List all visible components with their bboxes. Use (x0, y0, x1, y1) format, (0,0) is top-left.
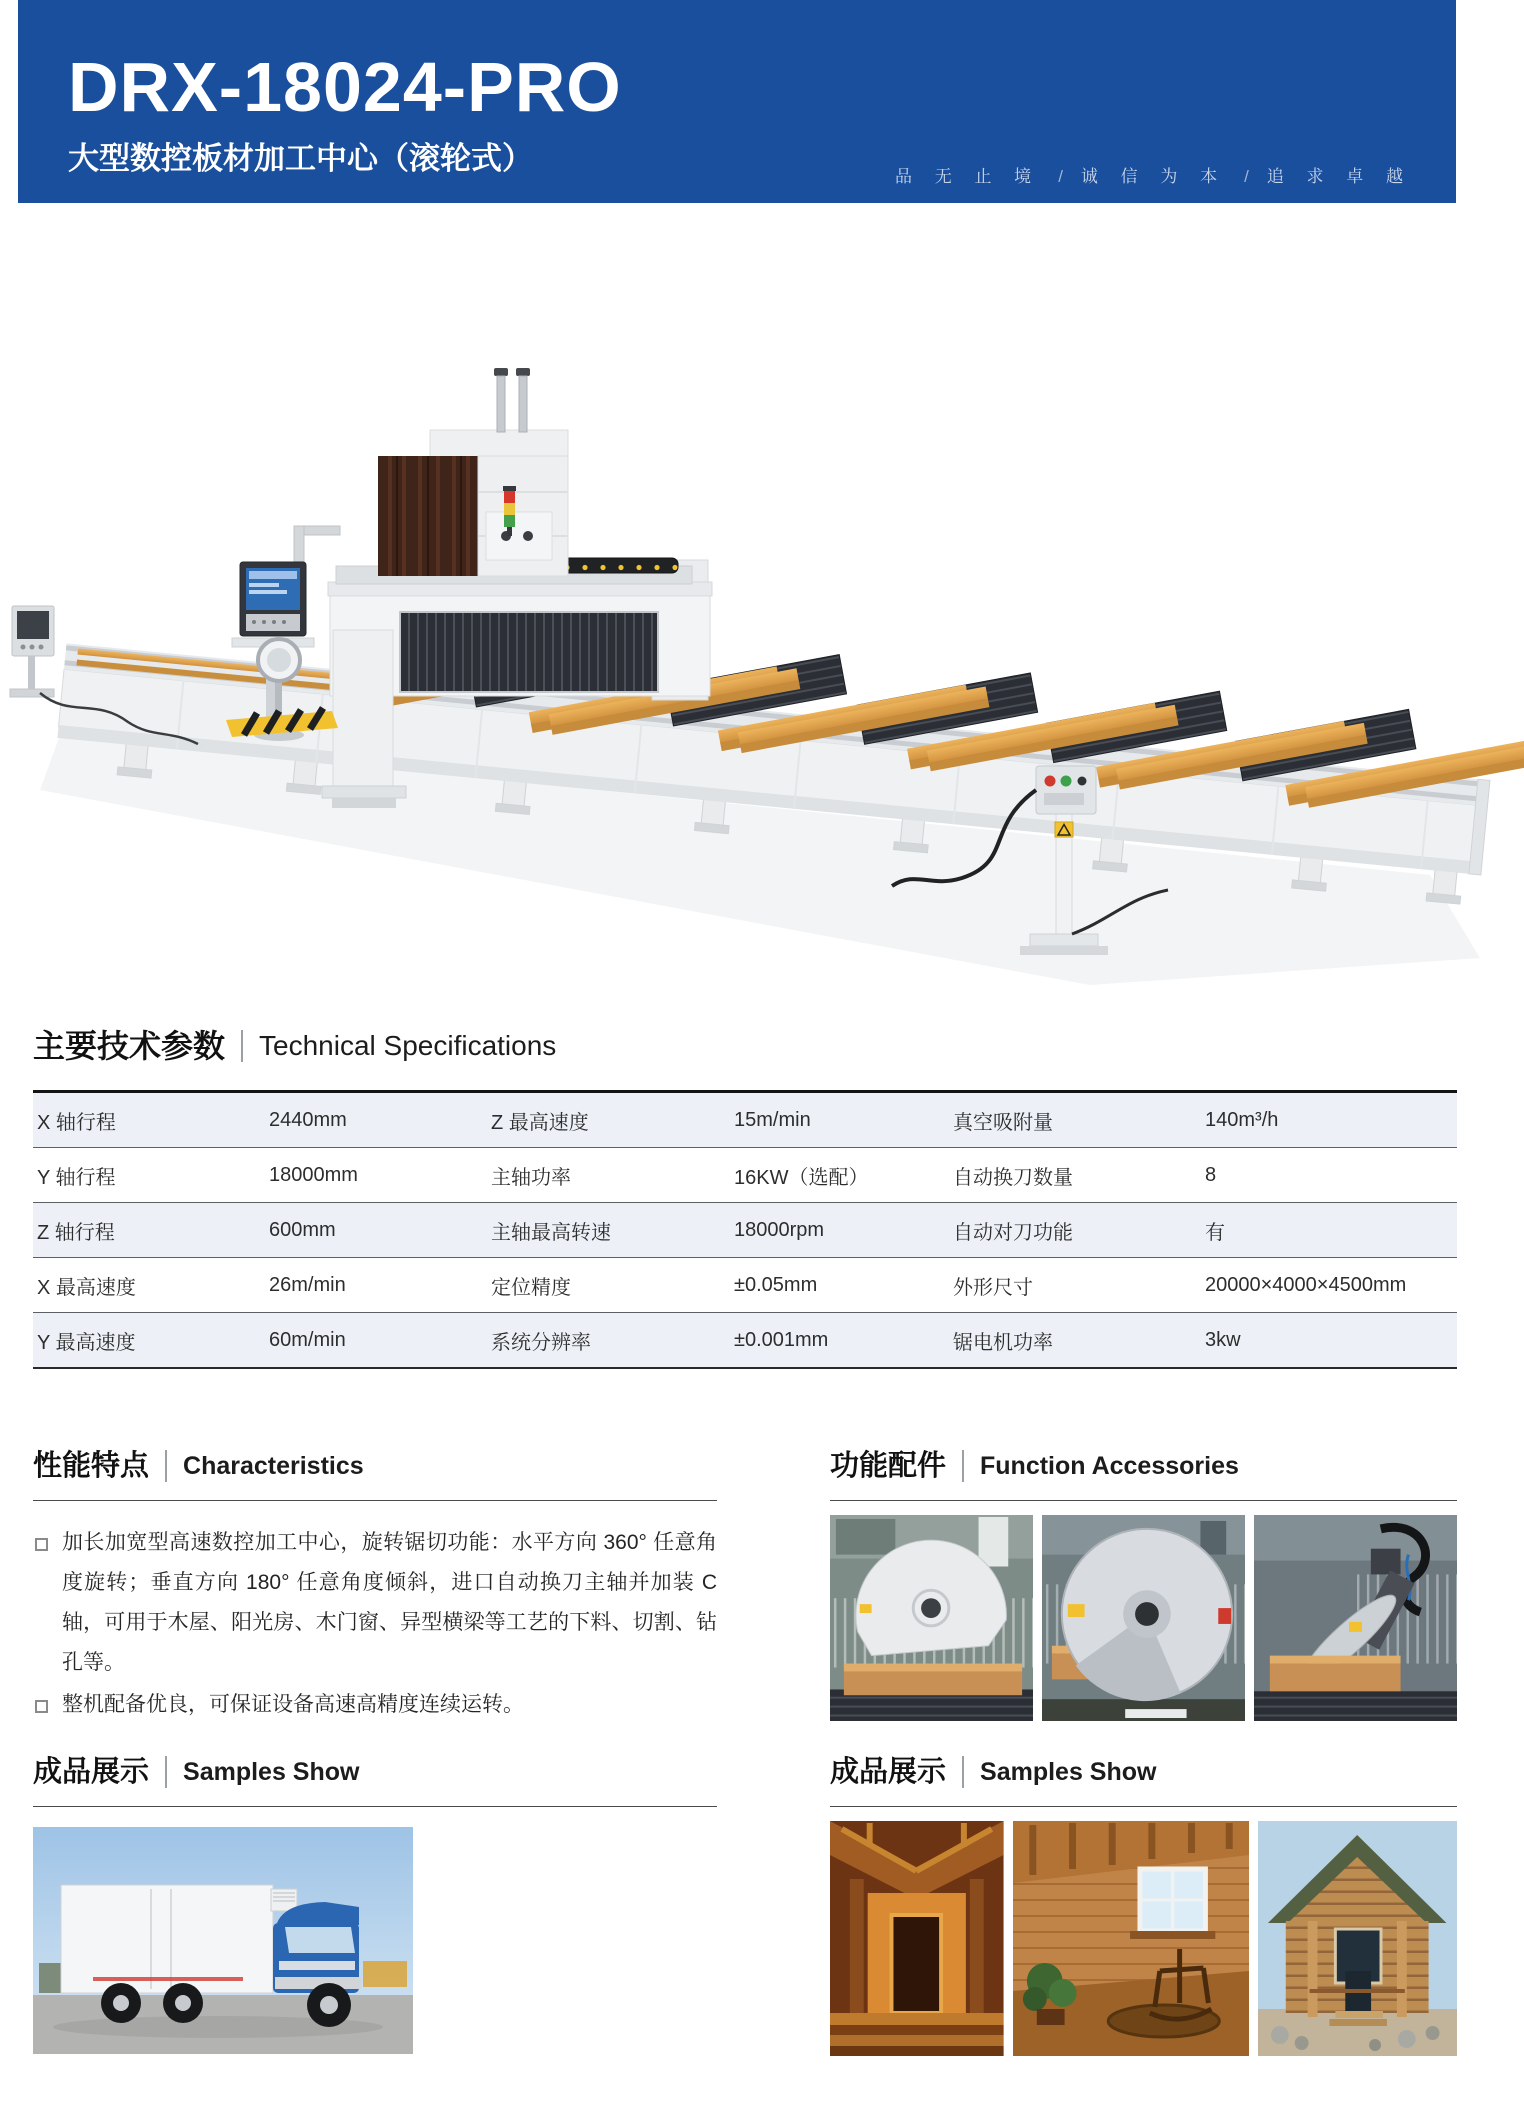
title-divider (962, 1450, 964, 1482)
spec-value: 2440mm (269, 1108, 347, 1131)
title-divider (241, 1030, 243, 1062)
spec-value: 3kw (1205, 1328, 1241, 1351)
spec-label: Y 轴行程 (37, 1166, 116, 1189)
spec-label: 定位精度 (491, 1276, 571, 1299)
vertical-rods (494, 368, 530, 432)
title-divider (165, 1450, 167, 1482)
title-divider (962, 1756, 964, 1788)
machine-photo (0, 230, 1524, 1010)
spec-label: 自动换刀数量 (953, 1166, 1073, 1189)
samples-title-zh: 成品展示 (33, 1756, 150, 1788)
slogan-part-2: 诚 信 为 本 (1080, 167, 1227, 186)
specs-section (33, 1026, 1457, 1369)
slogan-part-1: 品 无 止 境 (895, 167, 1041, 186)
spec-value: 20000×4000×4500mm (1205, 1273, 1407, 1296)
characteristics-title-en: Characteristics (183, 1452, 364, 1480)
doorway (891, 1915, 941, 2013)
spec-value: 8 (1205, 1163, 1217, 1186)
spec-label: Z 最高速度 (491, 1111, 589, 1134)
accessory-photo-2 (1042, 1514, 1245, 1722)
slogan (895, 162, 1412, 187)
spec-value: 60m/min (269, 1328, 346, 1351)
spec-value: 有 (1205, 1221, 1225, 1244)
samples-title-zh: 成品展示 (830, 1756, 947, 1788)
title-divider (165, 1756, 167, 1788)
slogan-separator-2: / (1244, 167, 1249, 186)
specs-title-zh: 主要技术参数 (33, 1028, 226, 1064)
square-bullet-icon (35, 1700, 48, 1713)
spec-value: 15m/min (734, 1108, 811, 1131)
header-banner (18, 0, 1456, 203)
characteristics-section (33, 1448, 717, 1727)
mesh-window (400, 612, 658, 692)
spec-value: 600mm (269, 1218, 336, 1241)
samples-left-section (33, 1754, 717, 2054)
characteristics-list (33, 1523, 717, 1725)
wood-beam (1270, 1664, 1401, 1692)
spec-label: Y 最高速度 (37, 1331, 136, 1354)
spec-label: 主轴最高转速 (491, 1221, 611, 1244)
table-row (33, 1202, 1457, 1257)
samples-right-section (830, 1754, 1457, 2056)
list-item (33, 1523, 717, 1683)
accessories-title-en: Function Accessories (980, 1452, 1239, 1480)
cargo-box (61, 1885, 273, 1993)
characteristics-header (33, 1448, 717, 1501)
table-row (33, 1257, 1457, 1312)
stop-button-icon (1045, 776, 1056, 787)
samples-right-header (830, 1754, 1457, 1807)
product-model-title: DRX-18024-PRO (68, 48, 622, 126)
spec-value: 140m³/h (1205, 1108, 1279, 1131)
samples-title-en: Samples Show (980, 1758, 1157, 1786)
spec-label: 自动对刀功能 (953, 1221, 1073, 1244)
house-photo-3 (1258, 1821, 1457, 2056)
samples-left-photos (33, 1827, 413, 2054)
start-button-icon (1061, 776, 1072, 787)
accessories-photos (830, 1514, 1457, 1722)
house-photo-1 (830, 1821, 1004, 2056)
samples-title-en: Samples Show (183, 1758, 360, 1786)
characteristics-title-zh: 性能特点 (33, 1450, 150, 1482)
slogan-separator-1: / (1058, 167, 1063, 186)
samples-left-header (33, 1754, 717, 1807)
spec-label: 系统分辨率 (491, 1331, 591, 1354)
list-item (33, 1685, 717, 1725)
truck-photo (33, 1827, 413, 2054)
spec-label: 外形尺寸 (953, 1276, 1033, 1299)
house-photo-2 (1013, 1821, 1249, 2056)
accessories-section (830, 1448, 1457, 1722)
spec-value: 16KW（选配） (734, 1166, 869, 1189)
spec-label: Z 轴行程 (37, 1221, 115, 1244)
specs-table (33, 1090, 1457, 1369)
table-row (33, 1147, 1457, 1202)
spec-value: 26m/min (269, 1273, 346, 1296)
spec-label: 真空吸附量 (953, 1111, 1053, 1134)
slogan-part-3: 追 求 卓 越 (1266, 167, 1412, 186)
specs-title-en: Technical Specifications (259, 1030, 557, 1061)
wood-beam (844, 1671, 1022, 1695)
accessories-header (830, 1448, 1457, 1501)
spec-label: X 轴行程 (37, 1111, 116, 1134)
accessory-photo-3 (1254, 1514, 1457, 1722)
table-row (33, 1312, 1457, 1367)
spec-value: 18000rpm (734, 1218, 825, 1241)
spec-value: 18000mm (269, 1163, 358, 1186)
table-row (33, 1093, 1457, 1147)
accessory-photo-1 (830, 1514, 1033, 1722)
spec-label: X 最高速度 (37, 1276, 136, 1299)
characteristic-text: 加长加宽型高速数控加工中心，旋转锯切功能：水平方向 360° 任意角度旋转；垂直方向 180° 任意角度倾斜，进口自动换刀主轴并加装 C 轴，可用于木屋、阳光房、木门窗、异型横梁等工艺的下料、切割、钻孔等。 (62, 1531, 717, 1674)
accessories-title-zh: 功能配件 (830, 1450, 947, 1482)
characteristic-text: 整机配备优良，可保证设备高速高精度连续运转。 (62, 1693, 524, 1716)
spec-value: ±0.05mm (734, 1273, 818, 1296)
specs-section-header (33, 1026, 1457, 1066)
spec-label: 锯电机功率 (953, 1331, 1053, 1354)
square-bullet-icon (35, 1538, 48, 1551)
spec-value: ±0.001mm (734, 1328, 829, 1351)
product-subtitle: 大型数控板材加工中心（滚轮式） (68, 141, 533, 176)
spec-label: 主轴功率 (491, 1166, 571, 1189)
samples-right-photos (830, 1821, 1457, 2056)
